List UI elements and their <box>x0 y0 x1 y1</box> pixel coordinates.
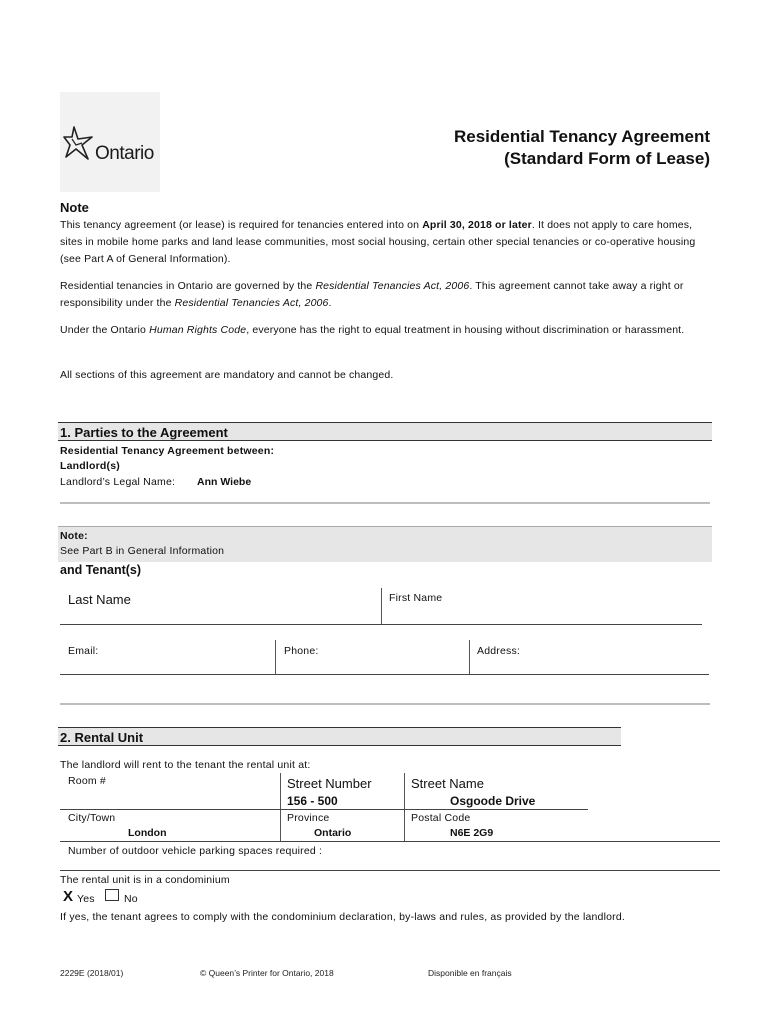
copyright: © Queen’s Printer for Ontario, 2018 <box>200 968 334 978</box>
landlords-label: Landlord(s) <box>60 460 120 472</box>
note-box-label: Note: <box>60 530 88 542</box>
ontario-logo-text: Ontario <box>95 143 154 164</box>
phone-divider <box>469 640 470 674</box>
email-label: Email: <box>68 645 99 657</box>
form-number: 2229E (2018/01) <box>60 968 124 978</box>
note-box-text: See Part B in General Information <box>60 545 225 557</box>
form-subtitle: (Standard Form of Lease) <box>504 149 710 168</box>
address-row-underline <box>60 809 588 810</box>
note-paragraph-1: This tenancy agreement (or lease) is required for tenancies entered into on April 30, 2018 or later. It does not apply to care homes, sites in mobile home parks and land lease communities, most social housing, certain other special tenancies or co-operative housing (see Part A of General Information). <box>60 219 696 265</box>
landlord-legal-name-label: Landlord’s Legal Name: <box>60 476 176 488</box>
no-checkbox[interactable] <box>105 889 119 901</box>
postal-code-value[interactable]: N6E 2G9 <box>450 827 494 839</box>
note-paragraph-3: Under the Ontario Human Rights Code, everyone has the right to equal treatment in housing without discrimination or harassment. <box>60 324 685 336</box>
email-divider <box>275 640 276 674</box>
province-label: Province <box>287 812 330 824</box>
rental-unit-intro: The landlord will rent to the tenant the rental unit at: <box>60 759 311 771</box>
no-label: No <box>124 893 138 905</box>
name-divider <box>381 588 382 624</box>
city-value[interactable]: London <box>128 827 167 839</box>
form-title: Residential Tenancy Agreement <box>453 127 710 146</box>
first-name-label: First Name <box>389 592 443 604</box>
street-name-value[interactable]: Osgoode Drive <box>450 794 536 808</box>
note-heading: Note <box>60 200 89 215</box>
street-name-label: Street Name <box>411 776 484 791</box>
address-label: Address: <box>477 645 521 657</box>
unit-divider-2 <box>404 773 405 841</box>
french-availability: Disponible en français <box>428 968 512 978</box>
province-value[interactable]: Ontario <box>314 827 352 839</box>
agreement-between-label: Residential Tenancy Agreement between: <box>60 445 275 457</box>
section-2-heading: 2. Rental Unit <box>58 727 621 746</box>
parking-underline[interactable] <box>60 870 720 871</box>
landlord-name-underline <box>60 502 710 504</box>
city-label: City/Town <box>68 812 116 824</box>
city-row-underline <box>60 841 720 842</box>
postal-code-label: Postal Code <box>411 812 471 824</box>
street-number-label: Street Number <box>287 776 372 791</box>
room-number-label: Room # <box>68 775 106 787</box>
unit-divider-1 <box>280 773 281 841</box>
name-row-underline[interactable] <box>60 624 702 625</box>
condo-label: The rental unit is in a condominium <box>60 874 230 886</box>
landlord-legal-name-value[interactable]: Ann Wiebe <box>197 476 252 488</box>
tenants-end-line <box>60 703 710 705</box>
tenants-heading: and Tenant(s) <box>60 563 142 577</box>
contact-row-underline[interactable] <box>60 674 709 675</box>
condo-note: If yes, the tenant agrees to comply with the condominium declaration, by-laws and rules, as provided by the landlord. <box>60 911 626 923</box>
yes-label: Yes <box>77 893 95 905</box>
street-number-value[interactable]: 156 - 500 <box>287 794 338 808</box>
last-name-label: Last Name <box>68 592 131 607</box>
section-1-heading: 1. Parties to the Agreement <box>58 422 712 441</box>
trillium-logo-icon <box>62 125 96 161</box>
yes-checkbox-mark[interactable]: X <box>63 888 74 905</box>
phone-label: Phone: <box>284 645 319 657</box>
parking-label: Number of outdoor vehicle parking spaces required : <box>68 845 323 857</box>
note-paragraph-4: All sections of this agreement are mandatory and cannot be changed. <box>60 369 394 381</box>
note-paragraph-2: Residential tenancies in Ontario are governed by the Residential Tenancies Act, 2006. This agreement cannot take away a right or responsibility under the Residential Tenancies Act, 2006. <box>60 280 684 309</box>
